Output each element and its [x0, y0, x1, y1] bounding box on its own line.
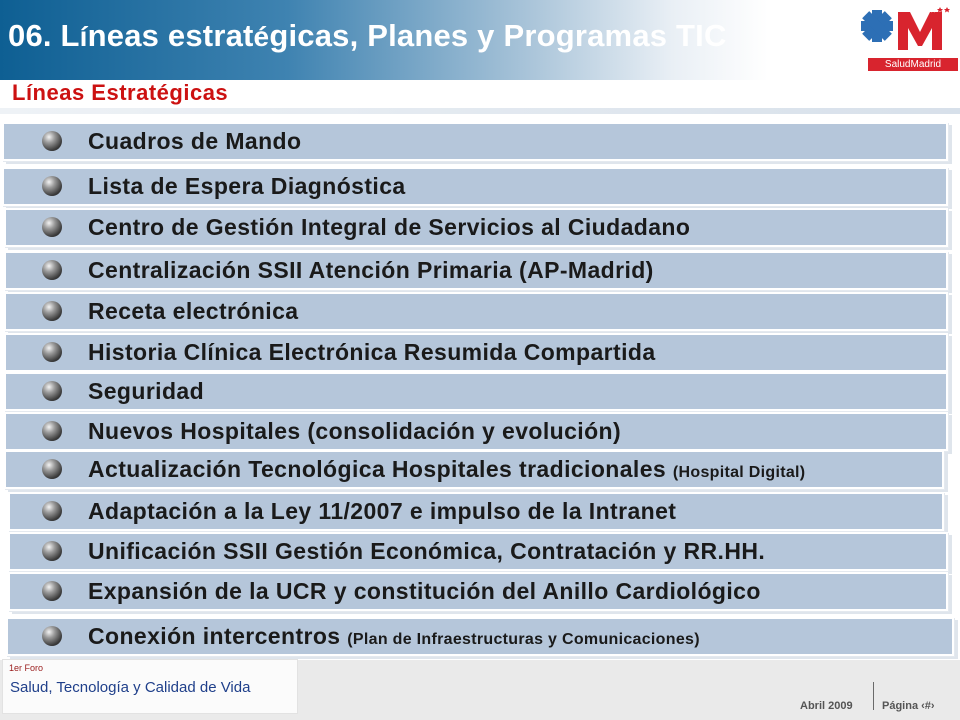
list-item-label: Seguridad	[88, 378, 205, 404]
list-item-label: Receta electrónica	[88, 298, 299, 324]
list-item-label: Centralización SSII Atención Primaria (AP-Madrid)	[88, 257, 654, 283]
list-item-label: Centro de Gestión Integral de Servicios al Ciudadano	[88, 214, 691, 240]
list-item-note: (Hospital Digital)	[672, 464, 806, 481]
list-item-note: (Plan de Infraestructuras y Comunicaciones)	[347, 631, 700, 648]
sphere-bullet-icon	[42, 301, 62, 321]
sphere-bullet-icon	[42, 176, 62, 196]
list-item-label: Unificación SSII Gestión Económica, Contratación y RR.HH.	[88, 538, 766, 564]
forum-name: Salud, Tecnología y Calidad de Vida	[10, 679, 251, 696]
forum-edition: 1er Foro	[9, 663, 44, 673]
list-item-label: Nuevos Hospitales (consolidación y evolución)	[88, 418, 622, 444]
section-title: Líneas Estratégicas	[12, 80, 229, 105]
page-number: Página ‹#›	[882, 700, 935, 712]
sphere-bullet-icon	[42, 342, 62, 362]
list-item-label: Adaptación a la Ley 11/2007 e impulso de la Intranet	[88, 498, 677, 524]
footer-date: Abril 2009	[800, 700, 853, 712]
sphere-bullet-icon	[42, 541, 62, 561]
sphere-bullet-icon	[42, 421, 62, 441]
sphere-bullet-icon	[42, 260, 62, 280]
list-item-label: Expansión de la UCR y constitución del Anillo Cardiológico	[88, 578, 761, 604]
sphere-bullet-icon	[42, 131, 62, 151]
sphere-bullet-icon	[42, 381, 62, 401]
sphere-bullet-icon	[42, 626, 62, 646]
footer-separator	[873, 682, 874, 710]
logo-wordmark: SaludMadrid	[868, 58, 958, 71]
sphere-bullet-icon	[42, 581, 62, 601]
list-item-label: Historia Clínica Electrónica Resumida Compartida	[88, 339, 656, 365]
list-item-label: Lista de Espera Diagnóstica	[88, 173, 406, 199]
list-item-label: Actualización Tecnológica Hospitales tradicionales (Hospital Digital)	[88, 456, 806, 482]
sphere-bullet-icon	[42, 459, 62, 479]
sphere-bullet-icon	[42, 217, 62, 237]
sphere-bullet-icon	[42, 501, 62, 521]
list-item-label: Cuadros de Mando	[88, 128, 302, 154]
list-item-label: Conexión intercentros (Plan de Infraestructuras y Comunicaciones)	[88, 623, 700, 649]
slide-title: 06. Líneas estratégicas, Planes y Programas TIC	[8, 18, 727, 53]
